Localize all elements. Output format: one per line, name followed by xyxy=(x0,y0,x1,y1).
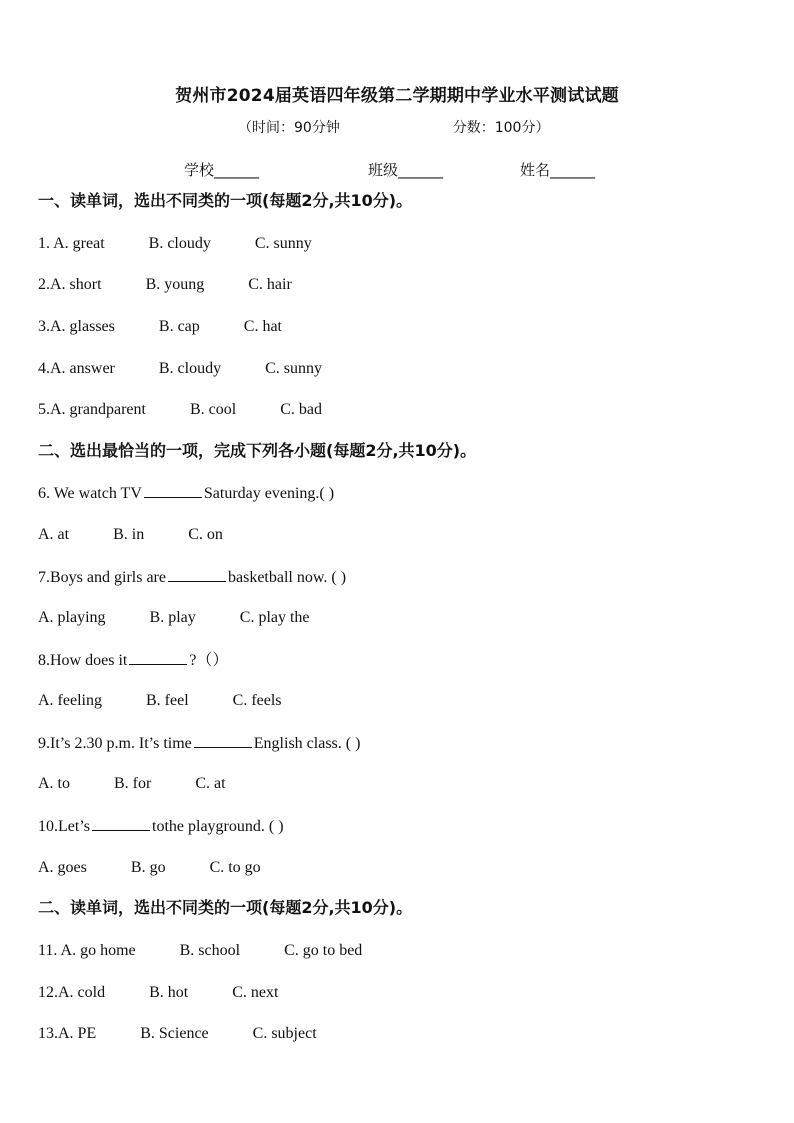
q11-option-c: C. go to bed xyxy=(284,942,363,959)
class-field: 班级______ xyxy=(368,161,444,179)
q6-option-a: A. at xyxy=(38,526,70,543)
q4-option-c: C. sunny xyxy=(265,360,322,377)
exam-time: （时间：90分钟 xyxy=(238,120,340,136)
question-9-options xyxy=(38,774,270,794)
q7-stem-start: 7.Boys and girls are xyxy=(38,569,166,586)
q10-blank xyxy=(92,816,150,831)
section-3-title: 二、读单词，选出不同类的一项(每题2分,共10分)。 xyxy=(38,898,413,917)
q9-stem-end: English class. ( ) xyxy=(253,735,361,752)
q8-blank xyxy=(129,650,187,665)
q7-option-c: C. play the xyxy=(239,609,310,626)
question-8-options xyxy=(38,691,326,711)
q8-stem-start: 8.How does it xyxy=(38,652,128,669)
q8-stem-end: ?（） xyxy=(189,652,229,669)
q12-option-c: C. next xyxy=(232,984,279,1001)
q2-option-c: C. hair xyxy=(248,276,292,293)
question-3 xyxy=(38,317,326,337)
exam-meta xyxy=(238,118,549,138)
q6-stem-start: 6. We watch TV xyxy=(38,485,142,502)
q5-option-b: B. cool xyxy=(189,401,237,418)
q5-option-c: C. bad xyxy=(280,401,322,418)
q6-stem-end: Saturday evening.( ) xyxy=(203,485,335,502)
q12-option-a: 12.A. cold xyxy=(38,984,106,1001)
question-1 xyxy=(38,234,356,254)
page-title: 贺州市2024届英语四年级第二学期期中学业水平测试试题 xyxy=(175,86,619,106)
question-7 xyxy=(38,567,346,588)
q9-stem-start: 9.It’s 2.30 p.m. It’s time xyxy=(38,735,192,752)
name-field: 姓名______ xyxy=(520,161,596,179)
question-7-options xyxy=(38,608,354,628)
q10-option-c: C. to go xyxy=(209,859,261,876)
question-2 xyxy=(38,275,336,295)
q7-stem-end: basketball now. ( ) xyxy=(227,569,347,586)
q6-blank xyxy=(144,483,202,498)
q9-option-a: A. to xyxy=(38,775,70,792)
q11-option-a: 11. A. go home xyxy=(38,942,136,959)
q4-option-a: 4.A. answer xyxy=(38,360,115,377)
question-12 xyxy=(38,983,322,1003)
school-field: 学校______ xyxy=(184,161,260,179)
q8-option-a: A. feeling xyxy=(38,692,102,709)
q3-option-a: 3.A. glasses xyxy=(38,318,115,335)
section-2-title: 二、选出最恰当的一项，完成下列各小题(每题2分,共10分)。 xyxy=(38,441,477,460)
q10-option-b: B. go xyxy=(130,859,166,876)
question-10-options xyxy=(38,858,305,878)
question-6-options xyxy=(38,525,267,545)
q7-blank xyxy=(168,567,226,582)
q12-option-b: B. hot xyxy=(149,984,189,1001)
question-11 xyxy=(38,941,406,961)
q13-option-a: 13.A. PE xyxy=(38,1025,97,1042)
question-8 xyxy=(38,650,228,671)
question-13 xyxy=(38,1024,361,1044)
q9-option-b: B. for xyxy=(114,775,152,792)
q1-option-b: B. cloudy xyxy=(148,235,211,252)
q13-option-c: C. subject xyxy=(252,1025,317,1042)
question-6 xyxy=(38,483,334,504)
q6-option-c: C. on xyxy=(188,526,223,543)
q5-option-a: 5.A. grandparent xyxy=(38,401,146,418)
q8-option-c: C. feels xyxy=(232,692,282,709)
q7-option-a: A. playing xyxy=(38,609,106,626)
question-5 xyxy=(38,400,366,420)
q11-option-b: B. school xyxy=(179,942,241,959)
q13-option-b: B. Science xyxy=(140,1025,209,1042)
q10-stem-start: 10.Let’s xyxy=(38,818,90,835)
q6-option-b: B. in xyxy=(113,526,145,543)
q8-option-b: B. feel xyxy=(145,692,189,709)
q9-blank xyxy=(194,733,252,748)
question-10 xyxy=(38,816,284,837)
exam-score: 分数：100分） xyxy=(452,120,550,136)
q2-option-a: 2.A. short xyxy=(38,276,102,293)
q1-option-c: C. sunny xyxy=(254,235,312,252)
q9-option-c: C. at xyxy=(195,775,226,792)
q7-option-b: B. play xyxy=(149,609,196,626)
question-4 xyxy=(38,359,366,379)
q4-option-b: B. cloudy xyxy=(158,360,222,377)
q2-option-b: B. young xyxy=(145,276,205,293)
q1-option-a: 1. A. great xyxy=(38,235,105,252)
q10-option-a: A. goes xyxy=(38,859,87,876)
section-1-title: 一、读单词，选出不同类的一项(每题2分,共10分)。 xyxy=(38,191,413,210)
question-9 xyxy=(38,733,360,754)
q10-stem-end: tothe playground. ( ) xyxy=(152,818,284,835)
q3-option-c: C. hat xyxy=(243,318,282,335)
q3-option-b: B. cap xyxy=(158,318,200,335)
